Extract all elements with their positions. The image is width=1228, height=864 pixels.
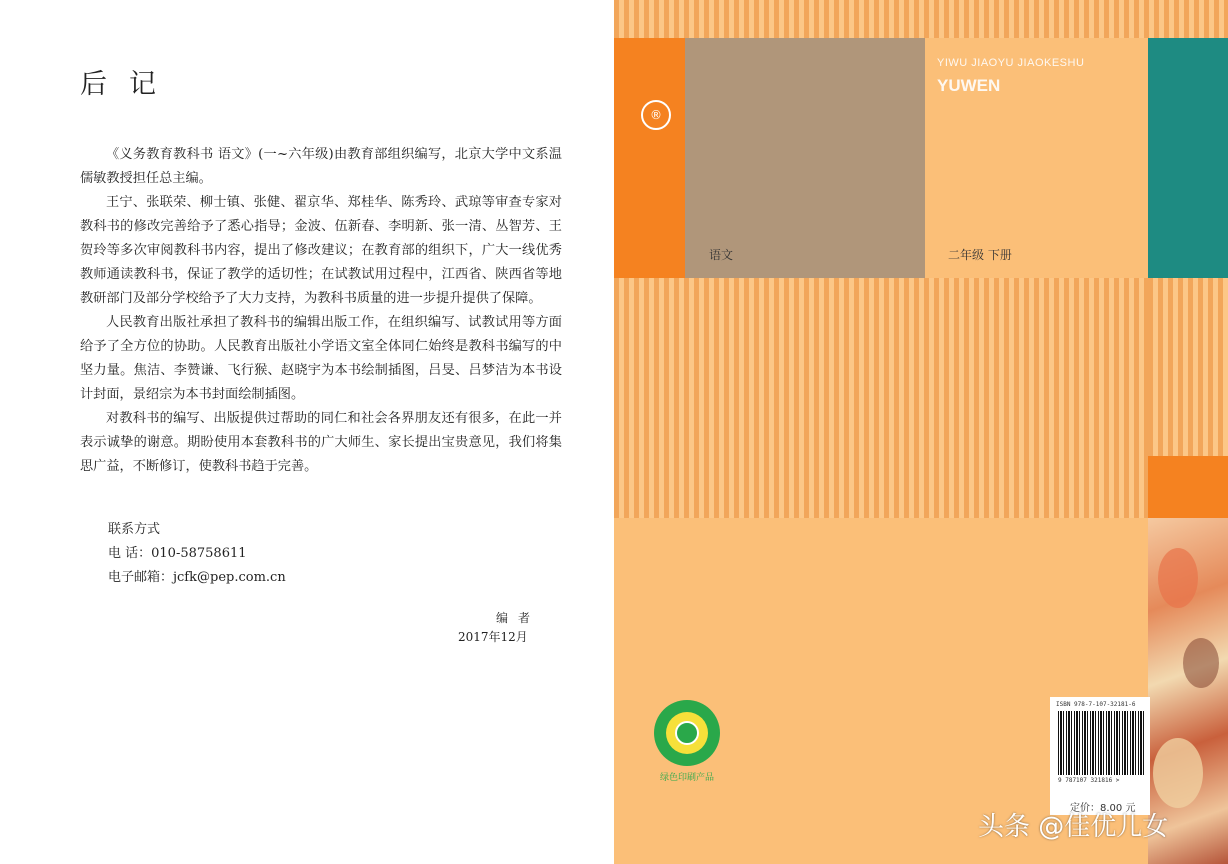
- afterword-paragraph: 人民教育出版社承担了教科书的编辑出版工作，在组织编写、试教试用等方面给予了全方位的协助。人民教育出版社小学语文室全体同仁始终是教科书编写的中坚力量。焦洁、李赞谦、飞行猴、赵晓宇为本书绘制插图，吕旻、吕梦洁为本书设计封面，景绍宗为本书封面绘制插图。: [80, 315, 562, 402]
- stripe-band-middle: [614, 278, 1148, 518]
- editor-signature: 编者: [496, 611, 541, 625]
- illustration-shape: [1153, 738, 1203, 808]
- teal-block: [1148, 38, 1228, 278]
- pinyin-subject: YUWEN: [937, 76, 1001, 95]
- isbn-text: ISBN 978-7-107-32181-6: [1056, 701, 1136, 708]
- price-label: 定价：8.00 元: [1070, 803, 1136, 814]
- afterword-body: [80, 143, 562, 479]
- contact-email: 电子邮箱：jcfk@pep.com.cn: [108, 570, 286, 585]
- barcode-panel: [1050, 697, 1150, 815]
- barcode-icon: [1058, 711, 1144, 775]
- peach-block: [925, 38, 1148, 278]
- pinyin-series: YIWU JIAOYU JIAOKESHU: [937, 57, 1085, 69]
- publisher-logo-icon: ®: [641, 100, 671, 130]
- barcode-number: 9 787107 321816 >: [1058, 777, 1120, 784]
- afterword-paragraph: 《义务教育教科书 语文》(一~六年级)由教育部组织编写，北京大学中文系温儒敏教授担任总主编。: [80, 147, 562, 186]
- subject-label: 语文: [709, 248, 734, 262]
- editor-date: 2017年12月: [458, 630, 528, 644]
- stripe-band-right: [1148, 278, 1228, 456]
- green-print-seal-icon: [654, 700, 720, 766]
- contact-heading: 联系方式: [108, 522, 161, 537]
- illustration-shape: [1183, 638, 1219, 688]
- afterword-title: 后记: [80, 69, 178, 100]
- taupe-block: [685, 38, 925, 278]
- stripe-band-top: [614, 0, 1228, 38]
- afterword-paragraph: 王宁、张联荣、柳士镇、张健、翟京华、郑桂华、陈秀玲、武琼等审查专家对教科书的修改完善给予了悉心指导；金波、伍新春、李明新、张一清、丛智芳、王贺玲等多次审阅教科书内容，提出了修改建议；在教育部的组织下，广大一线优秀教师通读教科书，保证了教学的适切性；在试教试用过程中，江西省、陕西省等地教研部门及部分学校给予了大力支持，为教科书质量的进一步提升提供了保障。: [80, 195, 562, 306]
- back-cover-page: [614, 0, 1228, 864]
- afterword-paragraph: 对教科书的编写、出版提供过帮助的同仁和社会各界朋友还有很多，在此一并表示诚挚的谢意。期盼使用本套教科书的广大师生、家长提出宝贵意见，我们将集思广益，不断修订，使教科书趋于完善。: [80, 411, 562, 474]
- contact-phone: 电 话：010-58758611: [108, 546, 247, 561]
- green-print-label: 绿色印刷产品: [659, 773, 714, 783]
- watermark-text: 头条 @佳优儿女: [978, 812, 1169, 842]
- orange-block: [614, 38, 685, 278]
- illustration-shape: [1158, 548, 1198, 608]
- contact-info: [108, 518, 286, 590]
- orange-accent-block: [1148, 456, 1228, 518]
- grade-label: 二年级 下册: [948, 248, 1012, 262]
